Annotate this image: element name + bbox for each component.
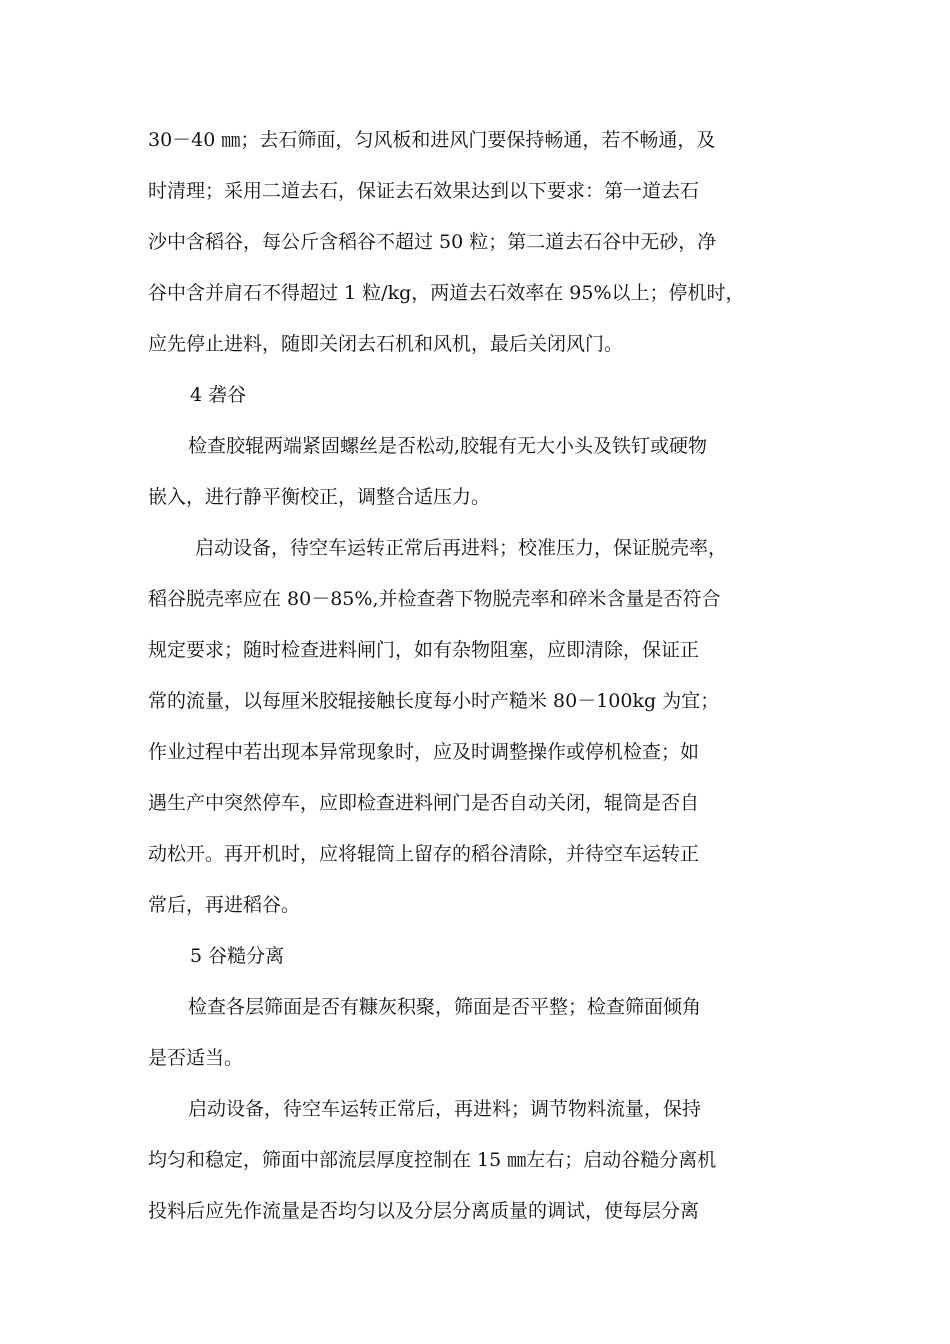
text-line: 遇生产中突然停车，应即检查进料闸门是否自动关闭，辊筒是否自 bbox=[148, 792, 700, 814]
text-line: 均匀和稳定，筛面中部流层厚度控制在 15 ㎜左右；启动谷糙分离机 bbox=[148, 1149, 717, 1171]
text-line: 30－40 ㎜；去石筛面，匀风板和进风门要保持畅通，若不畅通，及 bbox=[148, 129, 716, 151]
document-body bbox=[148, 115, 808, 1237]
text-line: 启动设备，待空车运转正常后再进料；校准压力，保证脱壳率， bbox=[195, 537, 728, 559]
text-line: 检查胶辊两端紧固螺丝是否松动,胶辊有无大小头及铁钉或硬物 bbox=[188, 435, 708, 457]
text-line: 动松开。再开机时，应将辊筒上留存的稻谷清除，并待空车运转正 bbox=[148, 843, 700, 865]
text-line: 嵌入，进行静平衡校正，调整合适压力。 bbox=[148, 486, 491, 508]
section-heading-4: 4 砻谷 bbox=[190, 384, 247, 406]
text-line: 规定要求；随时检查进料闸门，如有杂物阻塞，应即清除，保证正 bbox=[148, 639, 700, 661]
text-line: 常的流量，以每厘米胶辊接触长度每小时产糙米 80－100kg 为宜； bbox=[148, 690, 720, 712]
text-line: 稻谷脱壳率应在 80－85%,并检查砻下物脱壳率和碎米含量是否符合 bbox=[148, 588, 721, 610]
text-line: 作业过程中若出现本异常现象时，应及时调整操作或停机检查；如 bbox=[148, 741, 700, 763]
section-heading-5: 5 谷糙分离 bbox=[190, 945, 285, 967]
text-line: 应先停止进料，随即关闭去石机和风机，最后关闭风门。 bbox=[148, 333, 624, 355]
text-line: 投料后应先作流量是否均匀以及分层分离质量的调试，使每层分离 bbox=[148, 1200, 700, 1222]
text-line: 时清理；采用二道去石，保证去石效果达到以下要求：第一道去石 bbox=[148, 180, 700, 202]
text-line: 是否适当。 bbox=[148, 1047, 244, 1069]
text-line: 常后，再进稻谷。 bbox=[148, 894, 301, 916]
text-line: 谷中含并肩石不得超过 1 粒/kg，两道去石效率在 95%以上；停机时， bbox=[148, 282, 745, 304]
text-line: 沙中含稻谷，每公斤含稻谷不超过 50 粒；第二道去石谷中无砂，净 bbox=[148, 231, 717, 253]
text-line: 检查各层筛面是否有糠灰积聚，筛面是否平整；检查筛面倾角 bbox=[188, 996, 702, 1018]
text-line: 启动设备，待空车运转正常后，再进料；调节物料流量，保持 bbox=[188, 1098, 702, 1120]
